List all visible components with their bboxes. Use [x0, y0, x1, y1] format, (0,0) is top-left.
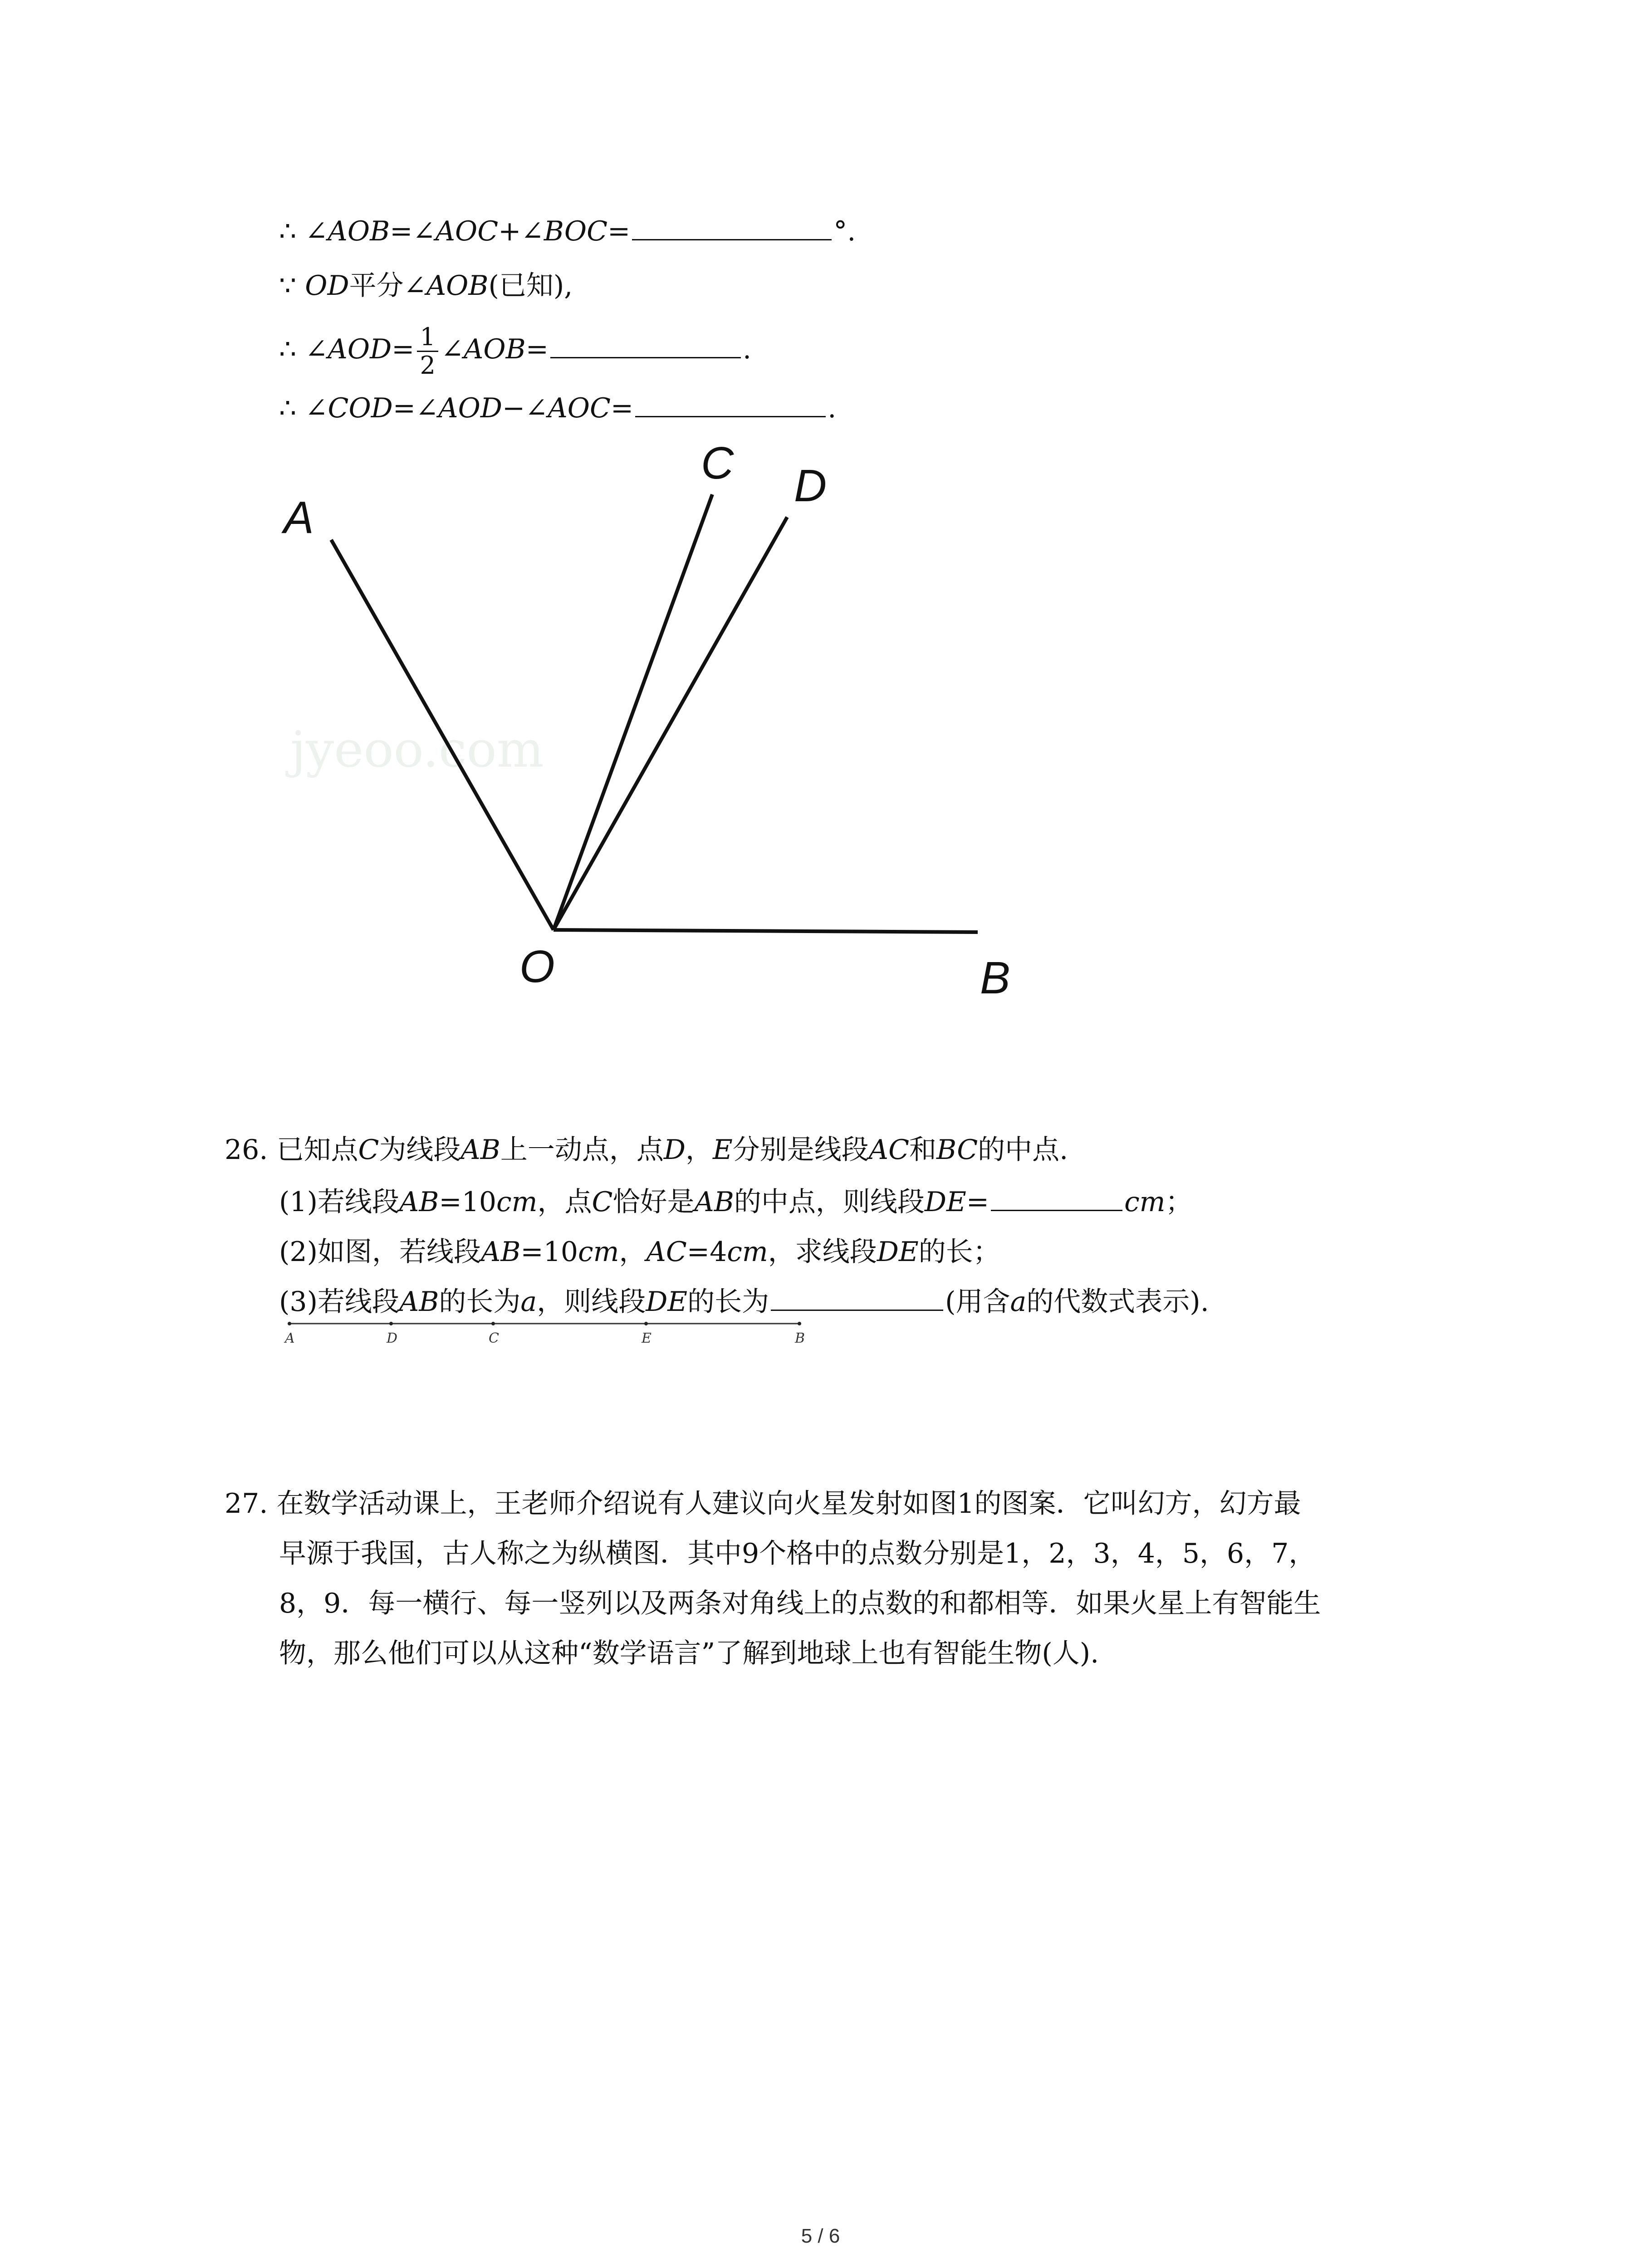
proof-line-3: ∴ ∠AOD= $\frac{1}{2}$ ∠AOB= . — [279, 322, 752, 380]
label-E: E — [642, 1330, 652, 1346]
question-number: 26. — [225, 1134, 268, 1166]
therefore-symbol: ∴ — [279, 392, 297, 424]
because-symbol: ∵ — [279, 270, 297, 302]
point-C — [491, 1322, 495, 1325]
point-E — [644, 1322, 648, 1325]
label-C: C — [701, 438, 734, 489]
label-C: C — [489, 1330, 499, 1346]
ray-OD — [554, 517, 787, 930]
label-D: D — [794, 460, 827, 511]
label-B: B — [980, 953, 1010, 1003]
point-B — [798, 1322, 801, 1325]
q26-stem: 26. 已知点C为线段AB上一动点，点D，E分别是线段AC和BC的中点. — [225, 1134, 1068, 1166]
proof-line-1: ∴ ∠AOB=∠AOC+∠BOC= °. — [279, 215, 856, 247]
label-A: A — [285, 1330, 295, 1346]
point-D — [389, 1322, 393, 1325]
point-A — [288, 1322, 291, 1325]
ray-OC — [554, 494, 712, 930]
watermark: jyeoo.com — [290, 720, 544, 778]
proof-line-2: ∵ OD平分∠AOB(已知), — [279, 270, 573, 302]
segment-figure — [0, 1315, 1641, 1370]
answer-blank[interactable] — [771, 1309, 943, 1311]
q26-part3: (3)若线段AB的长为a，则线段DE的长为 (用含a的代数式表示). — [279, 1286, 1209, 1318]
label-A: A — [284, 492, 314, 543]
question-number: 27. — [225, 1488, 268, 1520]
angle-figure — [0, 0, 1641, 1043]
answer-blank[interactable] — [991, 1209, 1122, 1211]
proof-line-4: ∴ ∠COD=∠AOD−∠AOC= . — [279, 392, 837, 424]
therefore-symbol: ∴ — [279, 215, 297, 247]
q26-part1: (1)若线段AB=10cm，点C恰好是AB的中点，则线段DE= cm； — [279, 1186, 1193, 1218]
page-number: 5 / 6 — [801, 2225, 840, 2247]
fraction-one-half: $\frac{1}{2}$ — [417, 323, 438, 379]
ray-OB — [554, 930, 978, 932]
q27-line-4: 物，那么他们可以从这种“数学语言”了解到地球上也有智能生物(人). — [279, 1637, 1099, 1669]
label-D: D — [387, 1330, 398, 1346]
label-B: B — [795, 1330, 805, 1346]
q26-part2: (2)如图，若线段AB=10cm，AC=4cm，求线段DE的长； — [279, 1236, 1000, 1268]
q27-line-3: 8，9．每一横行、每一竖列以及两条对角线上的点数的和都相等．如果火星上有智能生 — [279, 1588, 1321, 1619]
q27-line-1: 27. 在数学活动课上，王老师介绍说有人建议向火星发射如图1的图案．它叫幻方，幻方最 — [225, 1488, 1301, 1520]
q27-line-2: 早源于我国，古人称之为纵横图．其中9个格中的点数分别是1，2，3，4，5，6，7， — [279, 1538, 1316, 1569]
therefore-symbol: ∴ — [279, 333, 297, 365]
label-O: O — [519, 941, 555, 992]
